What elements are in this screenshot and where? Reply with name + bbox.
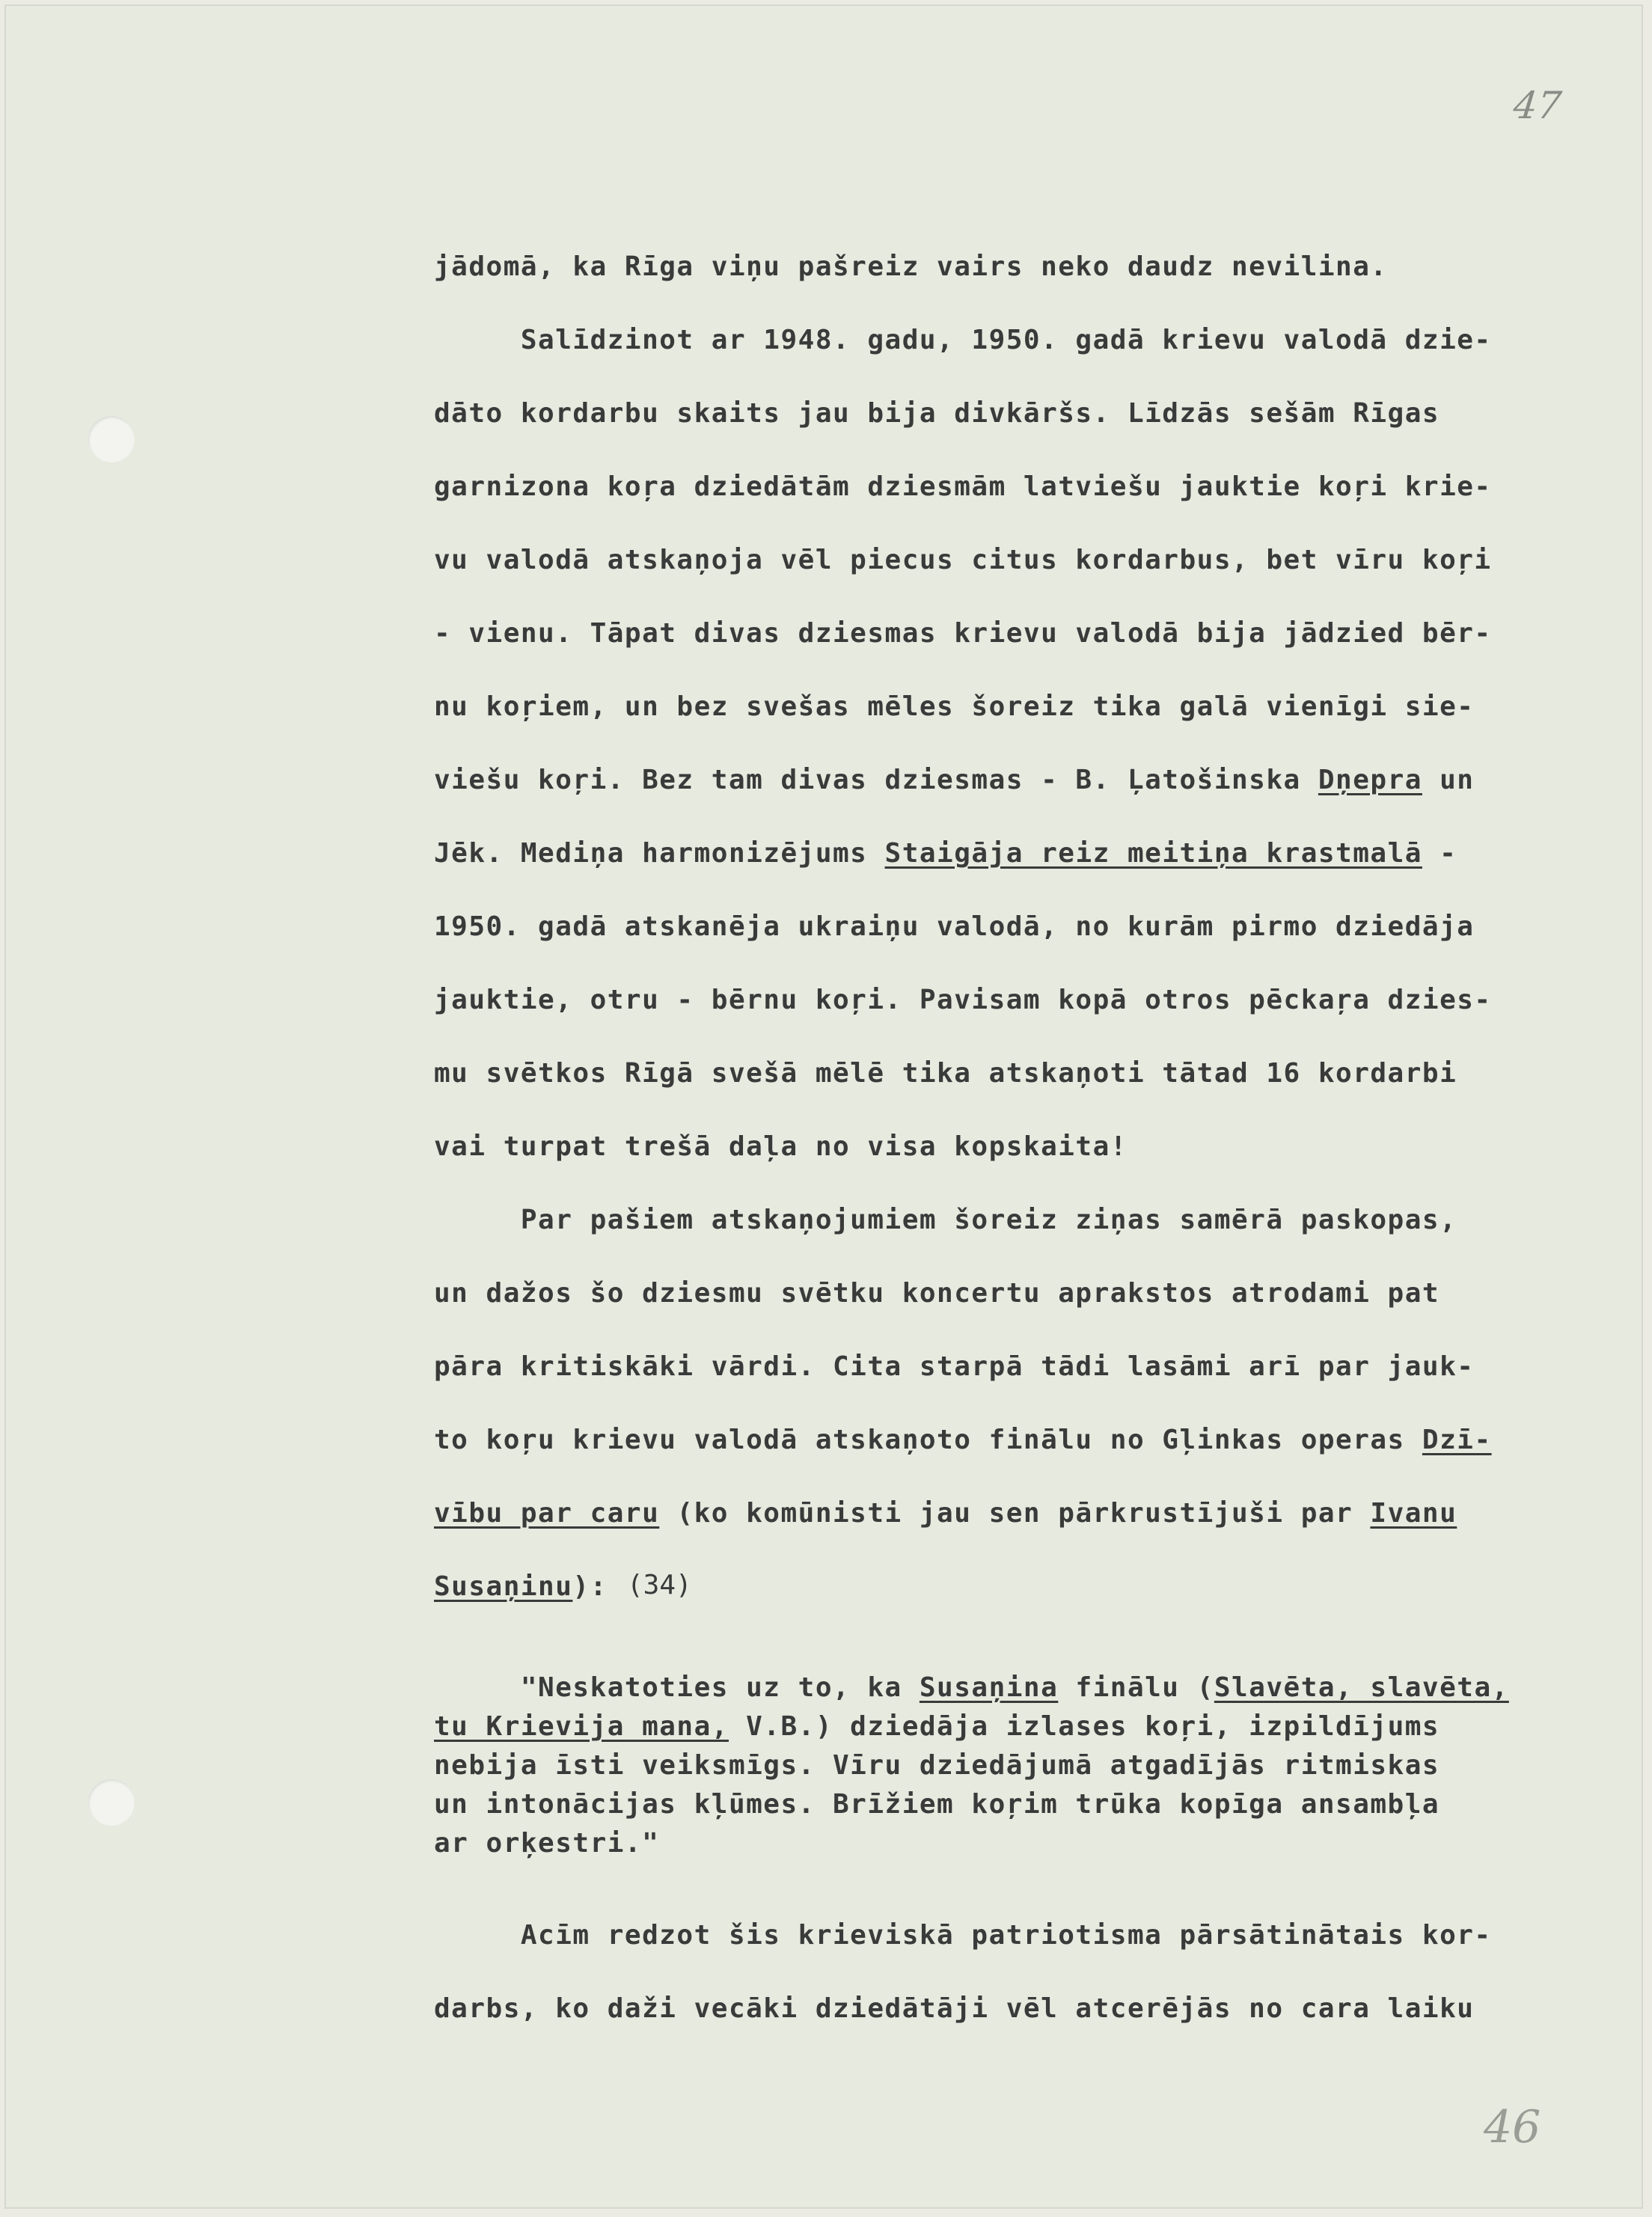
quote-line [434,1785,1586,1824]
text-line [434,597,1586,670]
punch-hole-bottom [88,1779,135,1826]
text-line [434,964,1586,1037]
document-page [4,4,1643,2209]
underlined-title: tu Krievija mana, [434,1711,729,1742]
text-line [434,304,1586,377]
text-run: (ko komūnisti jau sen pārkrustījuši par [659,1498,1371,1529]
text-run: vai turpat trešā daļa no visa kopskaita! [434,1131,1128,1162]
underlined-title: Ivanu [1370,1498,1457,1529]
page-number-top: 47 [1511,84,1564,127]
text-run: darbs, ko daži vecāki dziedātāji vēl atcerējās no cara laiku [434,1993,1475,2024]
text-line [434,1550,1586,1624]
text-run: pāra kritiskāki vārdi. Cita starpā tādi lasāmi arī par jauk- [434,1351,1475,1382]
text-line [434,1037,1586,1110]
text-run: vu valodā atskaņoja vēl piecus citus kordarbus, bet vīru koŗi [434,545,1492,575]
footnote-marker: (34) [627,1570,692,1600]
body-text [434,230,1586,1624]
text-run: ): [572,1571,608,1602]
text-line [434,817,1586,890]
text-run: finālu ( [1058,1672,1214,1703]
quote-line [434,1746,1586,1785]
underlined-title: Dzī- [1422,1425,1492,1455]
text-run: Salīdzinot ar 1948. gadu, 1950. gadā krievu valodā dzie- [434,325,1492,355]
text-run: nu koŗiem, un bez svešas mēles šoreiz tika galā vienīgi sie- [434,691,1475,722]
text-run: jādomā, ka Rīga viņu pašreiz vairs neko daudz nevilina. [434,251,1388,282]
punch-hole-top [88,416,135,462]
page-number-bottom: 46 [1484,2101,1541,2153]
text-run: un [1422,765,1475,795]
text-run: viešu koŗi. Bez tam divas dziesmas - B. Ļatošinska [434,765,1318,795]
text-run: Par pašiem atskaņojumiem šoreiz ziņas samērā paskopas, [434,1205,1457,1235]
text-run: dāto kordarbu skaits jau bija divkāršs. Līdzās sešām Rīgas [434,398,1440,429]
text-line [434,890,1586,964]
text-line [434,1184,1586,1257]
text-run: Jēk. Mediņa harmonizējums [434,838,885,869]
underlined-title: Susaņina [919,1672,1059,1703]
text-line [434,670,1586,744]
text-line [434,230,1586,304]
text-run: nebija īsti veiksmīgs. Vīru dziedājumā atgadījās ritmiskas [434,1750,1440,1781]
text-run: jauktie, otru - bērnu koŗi. Pavisam kopā otros pēckaŗa dzies- [434,985,1492,1015]
text-run: mu svētkos Rīgā svešā mēlē tika atskaņoti tātad 16 kordarbi [434,1058,1457,1089]
text-run: to koŗu krievu valodā atskaņoto finālu no Gļinkas operas [434,1425,1422,1455]
text-run: un dažos šo dziesmu svētku koncertu aprakstos atrodami pat [434,1278,1440,1309]
text-run: V.B.) dziedāja izlases koŗi, izpildījums [728,1711,1440,1742]
text-run: garnizona koŗa dziedātām dziesmām latviešu jauktie koŗi krie- [434,471,1492,502]
text-line [434,744,1586,817]
quote-line [434,1824,1586,1863]
continuation-text [434,1899,1586,2046]
quote-line [434,1707,1586,1746]
text-run: - [1422,838,1457,869]
quote-line [434,1669,1586,1707]
text-line [434,1404,1586,1477]
text-run: "Neskatoties uz to, ka [434,1672,920,1703]
underlined-title: Slavēta, slavēta, [1214,1672,1509,1703]
text-run: un intonācijas kļūmes. Brīžiem koŗim trūka kopīga ansambļa [434,1789,1440,1820]
underlined-title: Susaņinu [434,1571,573,1602]
text-run: - vienu. Tāpat divas dziesmas krievu valodā bija jādzied bēr- [434,618,1492,649]
text-line [434,1899,1586,1972]
text-line [434,1110,1586,1184]
text-line [434,377,1586,450]
text-run: 1950. gadā atskanēja ukraiņu valodā, no kurām pirmo dziedāja [434,911,1475,942]
underlined-title: vību par caru [434,1498,660,1529]
text-line [434,450,1586,524]
underlined-title: Staigāja reiz meitiņa krastmalā [884,838,1422,869]
text-line [434,524,1586,597]
text-line [434,1330,1586,1404]
text-line [434,1477,1586,1550]
text-run: ar orķestri." [434,1828,660,1859]
text-line [434,1972,1586,2046]
text-line [434,1257,1586,1330]
underlined-title: Dņepra [1318,765,1422,795]
quoted-passage [434,1669,1586,1863]
text-run: Acīm redzot šis krieviskā patriotisma pārsātinātais kor- [434,1920,1492,1951]
